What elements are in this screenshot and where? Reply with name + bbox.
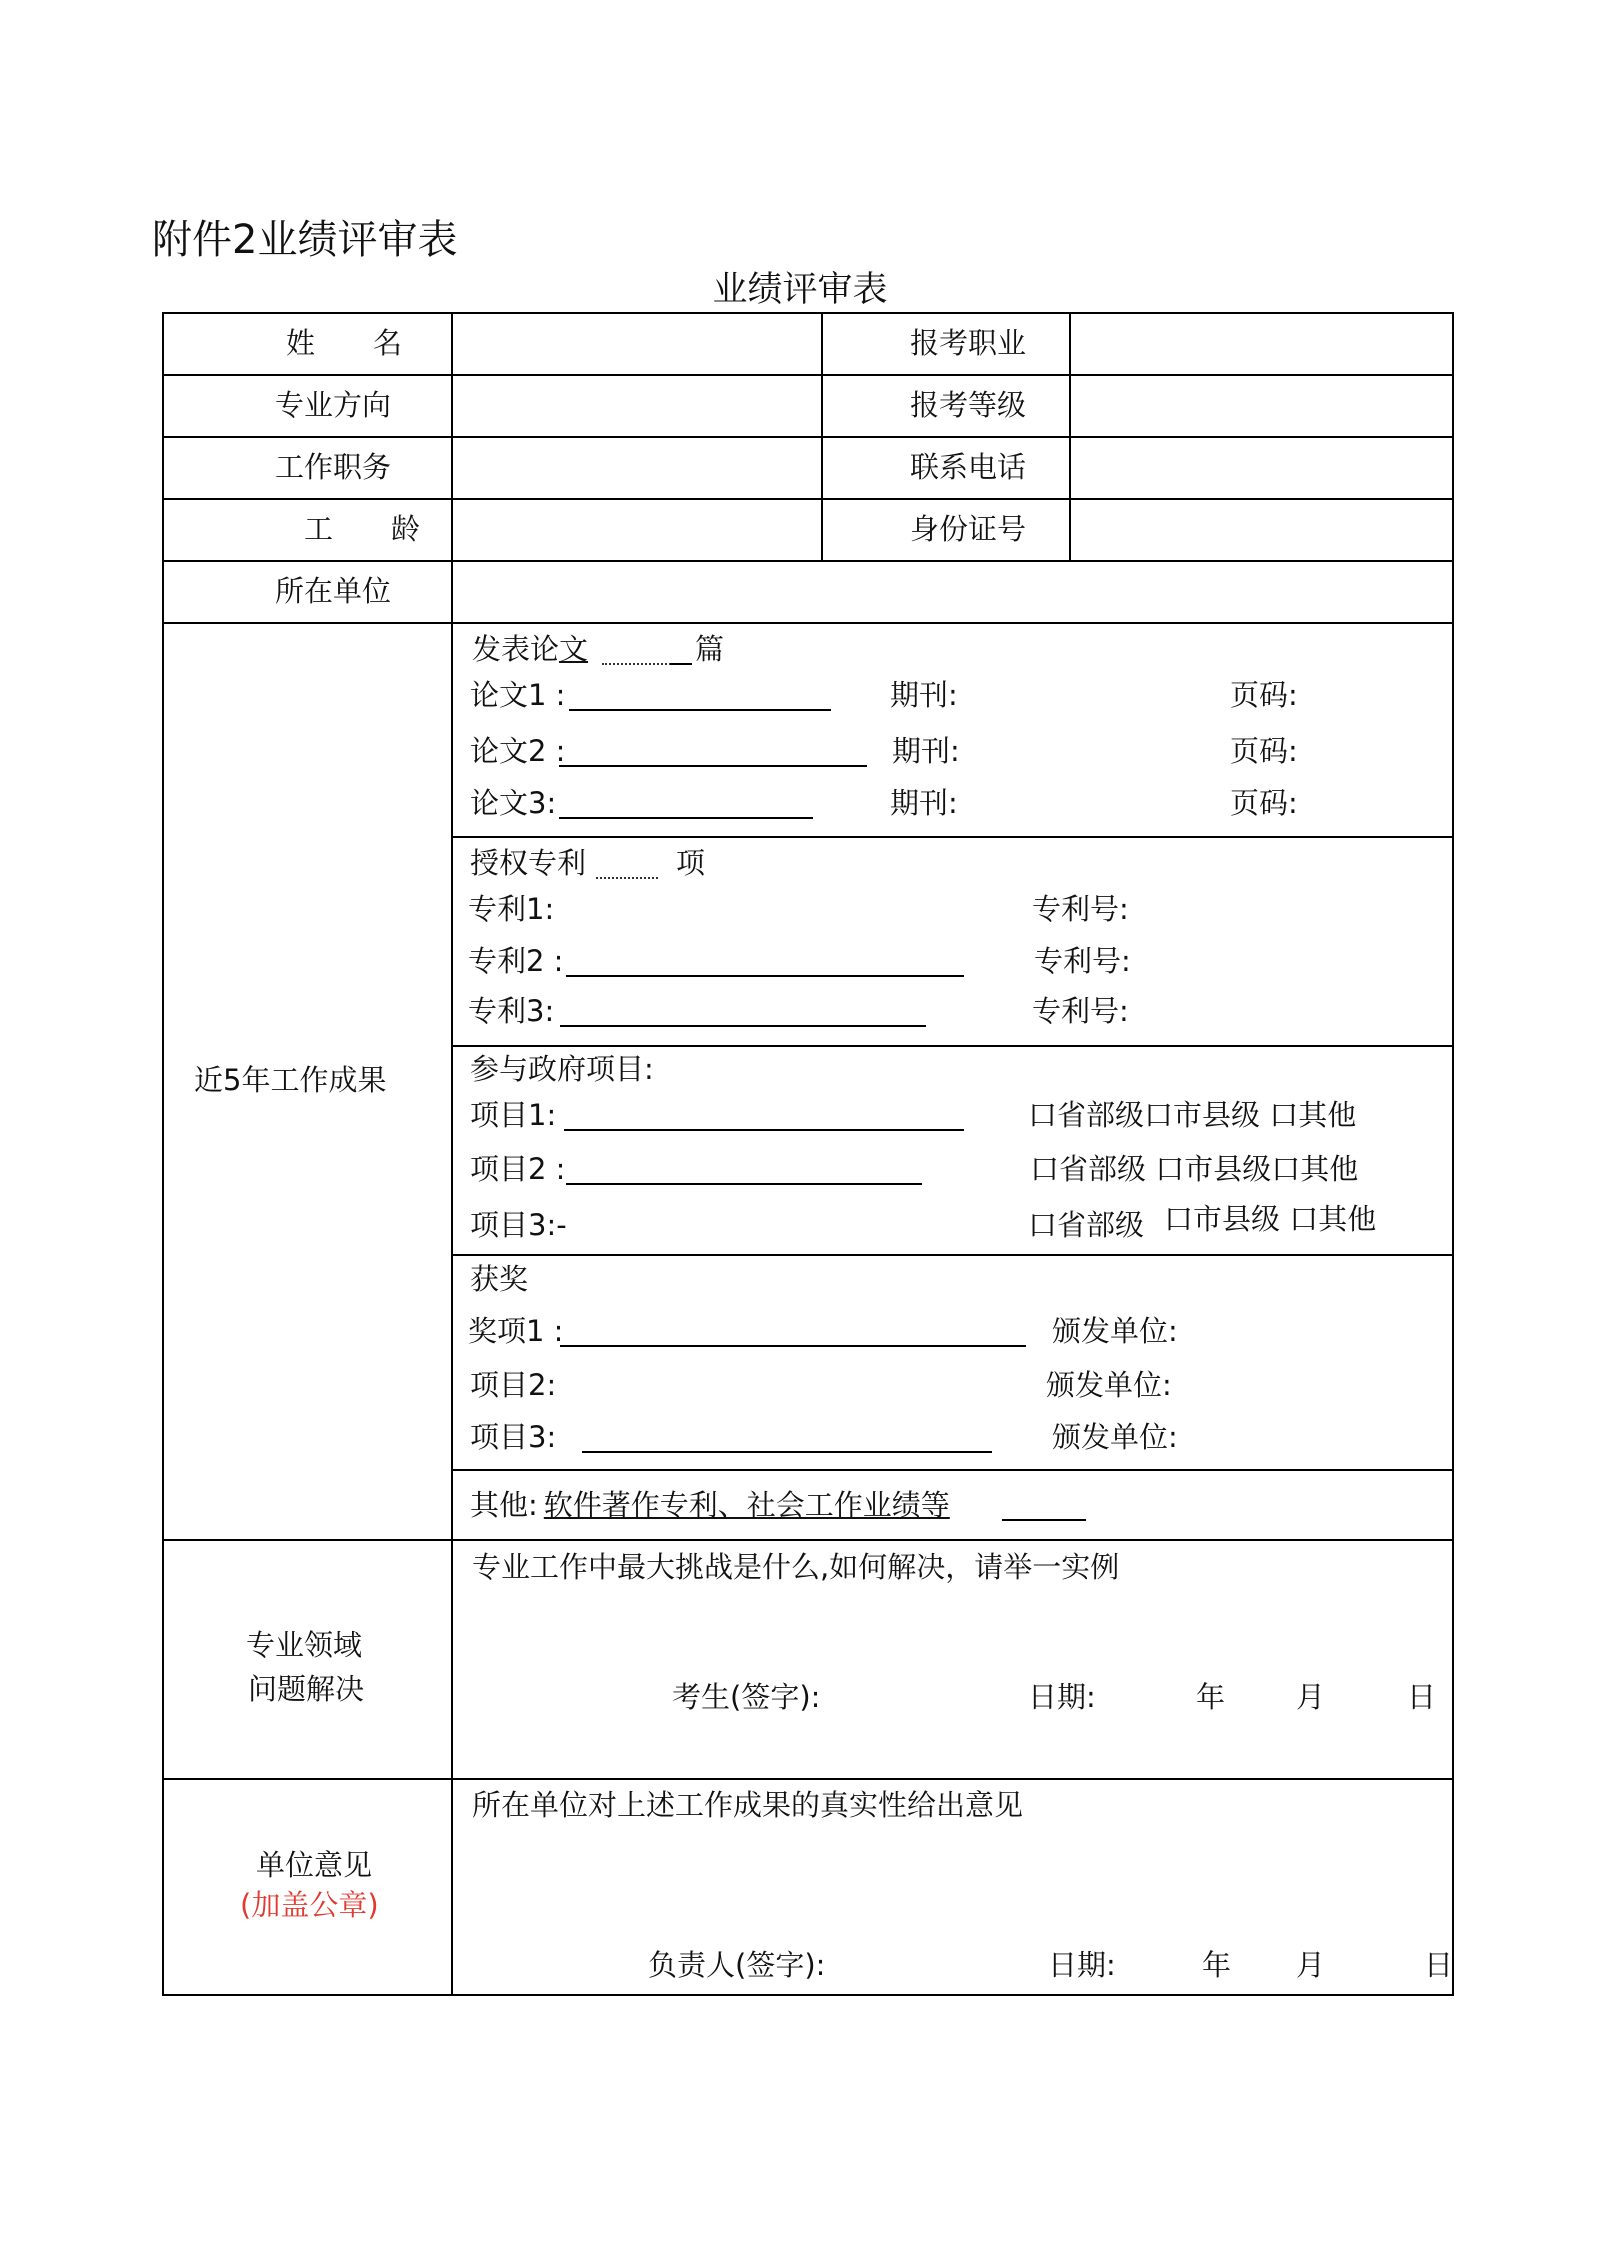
award-3-label: 项目3: — [470, 1420, 557, 1454]
unit-date-label: 日期: — [1048, 1948, 1116, 1982]
patent-1-label: 专利1: — [468, 892, 555, 926]
award-3-issuer-label: 颁发单位: — [1052, 1420, 1178, 1454]
unit-label: 所在单位 — [275, 574, 392, 608]
patents-unit-label: 项 — [676, 846, 706, 880]
gov-project-2-label: 项目2 : — [470, 1152, 566, 1186]
position-label: 工作职务 — [275, 450, 392, 484]
award-2-label: 项目2: — [470, 1368, 557, 1402]
id-label: 身份证号 — [910, 512, 1027, 546]
papers-count-blank-end — [670, 663, 692, 665]
unit-month-label: 月 — [1296, 1948, 1326, 1982]
subsection-divider — [451, 836, 1454, 838]
award-1-issuer-label: 颁发单位: — [1052, 1314, 1178, 1348]
review-form-table — [162, 312, 1454, 1996]
award-2-issuer-label: 颁发单位: — [1046, 1368, 1172, 1402]
patent-3-blank — [560, 1025, 926, 1027]
patent-2-label: 专利2 : — [468, 944, 564, 978]
table-border-bottom — [162, 1994, 1454, 1996]
row-divider — [162, 560, 1454, 562]
problem-month-label: 月 — [1296, 1680, 1326, 1714]
paper-2-label: 论文2 : — [470, 734, 566, 768]
form-title: 业绩评审表 — [712, 270, 888, 310]
paper-2-page-label: 页码: — [1230, 734, 1298, 768]
seal-note: (加盖公章) — [240, 1888, 379, 1922]
subsection-divider — [451, 1045, 1454, 1047]
candidate-signature-label: 考生(签字): — [672, 1680, 821, 1714]
award-3-blank — [582, 1451, 992, 1453]
exam-level-label: 报考等级 — [910, 388, 1027, 422]
paper-1-journal-label: 期刊: — [890, 678, 958, 712]
unit-day-label: 日 — [1424, 1948, 1454, 1982]
gov-project-2-blank — [566, 1183, 922, 1185]
unit-opinion-prompt: 所在单位对上述工作成果的真实性给出意见 — [472, 1788, 1024, 1822]
problem-day-label: 日 — [1407, 1680, 1437, 1714]
column-divider — [451, 312, 453, 1996]
gov-project-3-level-province: 口省部级 — [1028, 1208, 1145, 1242]
awards-heading: 获奖 — [470, 1262, 529, 1296]
paper-3-label: 论文3: — [470, 786, 557, 820]
patent-2-number-label: 专利号: — [1034, 944, 1131, 978]
paper-2-journal-label: 期刊: — [892, 734, 960, 768]
gov-project-1-label: 项目1: — [470, 1098, 557, 1132]
problem-label-line-1: 专业领域 — [246, 1628, 363, 1662]
problem-year-label: 年 — [1196, 1680, 1226, 1714]
subsection-divider — [451, 1469, 1454, 1471]
subsection-divider — [451, 1254, 1454, 1256]
award-1-blank — [560, 1345, 1026, 1347]
gov-projects-heading: 参与政府项目: — [470, 1052, 654, 1086]
row-divider — [162, 436, 1454, 438]
table-border-left — [162, 312, 164, 1996]
problem-date-label: 日期: — [1028, 1680, 1096, 1714]
other-heading — [470, 1488, 950, 1522]
award-1-label: 奖项1 : — [468, 1314, 564, 1348]
patent-2-blank — [566, 975, 964, 977]
patents-count-blank — [596, 877, 658, 879]
other-blank — [1002, 1519, 1086, 1521]
gov-project-3-levels: 口市县级 口其他 — [1164, 1202, 1377, 1236]
results-section-label: 近5年工作成果 — [194, 1063, 387, 1097]
row-divider — [162, 622, 1454, 624]
paper-3-blank — [559, 817, 813, 819]
papers-heading-prefix: 发表论 — [472, 632, 560, 666]
direction-label: 专业方向 — [275, 388, 392, 422]
row-divider — [162, 1539, 1454, 1541]
unit-opinion-label: 单位意见 — [256, 1848, 373, 1882]
problem-label-line-2: 问题解决 — [248, 1672, 365, 1706]
patent-3-label: 专利3: — [468, 994, 555, 1028]
problem-prompt: 专业工作中最大挑战是什么,如何解决，请举一实例 — [472, 1550, 1120, 1584]
gov-project-1-blank — [564, 1129, 964, 1131]
other-description: 软件著作专利、社会工作业绩等 — [543, 1488, 950, 1522]
table-border-top — [162, 312, 1454, 314]
paper-3-journal-label: 期刊: — [890, 786, 958, 820]
table-border-right — [1452, 312, 1454, 1996]
row-divider — [162, 1778, 1454, 1780]
document-caption: 附件2业绩评审表 — [152, 217, 458, 263]
unit-year-label: 年 — [1202, 1948, 1232, 1982]
paper-1-page-label: 页码: — [1230, 678, 1298, 712]
gov-project-2-levels: 口省部级 口市县级口其他 — [1030, 1152, 1359, 1186]
row-divider — [162, 498, 1454, 500]
work-age-label: 工 龄 — [304, 512, 421, 546]
name-label: 姓 名 — [286, 326, 403, 360]
paper-1-blank — [569, 709, 831, 711]
patents-heading: 授权专利 — [470, 846, 587, 880]
gov-project-3-label: 项目3:- — [470, 1208, 567, 1242]
paper-1-label: 论文1 : — [470, 678, 566, 712]
paper-3-page-label: 页码: — [1230, 786, 1298, 820]
paper-2-blank — [559, 765, 867, 767]
papers-unit-label: 篇 — [695, 632, 725, 666]
row-divider — [162, 374, 1454, 376]
papers-heading-word: 文 — [559, 632, 589, 666]
other-label: 其他: — [470, 1488, 538, 1522]
exam-job-label: 报考职业 — [910, 326, 1027, 360]
patent-1-number-label: 专利号: — [1032, 892, 1129, 926]
phone-label: 联系电话 — [910, 450, 1027, 484]
papers-heading — [472, 632, 588, 666]
gov-project-1-levels: 口省部级口市县级 口其他 — [1028, 1098, 1357, 1132]
patent-3-number-label: 专利号: — [1032, 994, 1129, 1028]
supervisor-signature-label: 负责人(签字): — [648, 1948, 826, 1982]
